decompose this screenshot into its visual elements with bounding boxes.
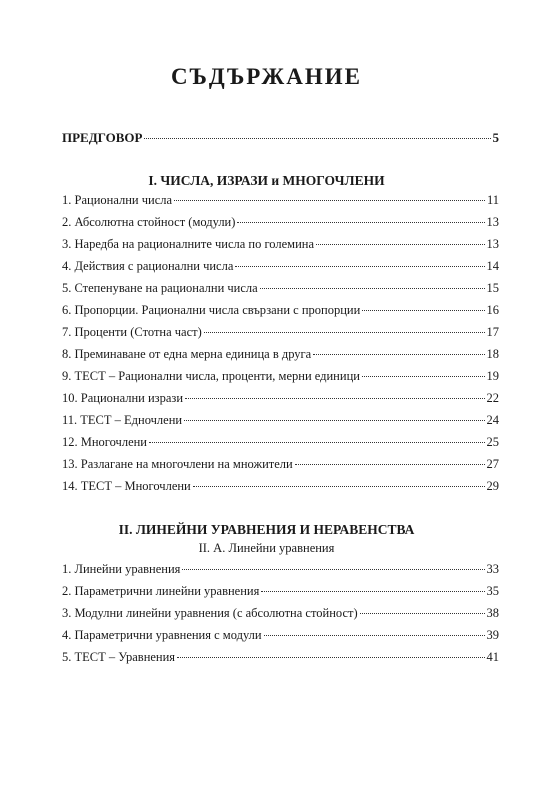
toc-entry (62, 562, 499, 578)
toc-entry (62, 303, 499, 319)
dot-leader (362, 310, 484, 311)
toc-entry-page: 11 (486, 193, 499, 207)
toc-entry-page: 39 (486, 628, 499, 642)
section-heading: I. ЧИСЛА, ИЗРАЗИ и МНОГОЧЛЕНИ (148, 173, 385, 188)
dot-leader (193, 486, 485, 487)
toc-entry (62, 347, 499, 363)
dot-leader (177, 657, 484, 658)
toc-entry-label: 5. ТЕСТ – Уравнения (62, 650, 176, 664)
dot-leader (360, 613, 485, 614)
toc-entry-label: ПРЕДГОВОР (62, 130, 143, 145)
toc-entry-label: 7. Проценти (Стотна част) (62, 325, 202, 339)
toc-entry-page: 5 (492, 130, 499, 145)
toc-entry-page: 41 (486, 650, 499, 664)
toc-entry-page: 16 (486, 303, 499, 317)
toc-entry (62, 215, 499, 231)
dot-leader (144, 138, 490, 139)
section-subheading: II. А. Линейни уравнения (198, 541, 335, 555)
toc-entry-preface (62, 130, 499, 146)
section-heading: II. ЛИНЕЙНИ УРАВНЕНИЯ И НЕРАВЕНСТВА (118, 522, 415, 537)
toc-entry-label: 3. Наредба на рационалните числа по големина (62, 237, 315, 251)
toc-entry-page: 22 (486, 391, 499, 405)
toc-entry-label: 1. Линейни уравнения (62, 562, 181, 576)
toc-entry-page: 33 (486, 562, 499, 576)
toc-entry (62, 413, 499, 429)
dot-leader (235, 266, 484, 267)
dot-leader (184, 420, 484, 421)
toc-entry-label: 13. Разлагане на многочлени на множители (62, 457, 293, 471)
toc-entry-label: 9. ТЕСТ – Рационални числа, проценти, мерни единици (62, 369, 360, 383)
toc-entry (62, 391, 499, 407)
dot-leader (149, 442, 485, 443)
toc-entry-label: 1. Рационални числа (62, 193, 173, 207)
page-title: СЪДЪРЖАНИЕ (170, 64, 363, 89)
toc-entry-label: 4. Действия с рационални числа (62, 259, 234, 273)
toc-entry-label: 14. ТЕСТ – Многочлени (62, 479, 191, 493)
toc-entry-label: 12. Многочлени (62, 435, 147, 449)
toc-entry-page: 27 (486, 457, 499, 471)
toc-entry (62, 435, 499, 451)
dot-leader (174, 200, 485, 201)
dot-leader (264, 635, 485, 636)
toc-entry (62, 479, 499, 495)
toc-entry-page: 13 (486, 237, 499, 251)
toc-entry-page: 13 (486, 215, 499, 229)
toc-entry-label: 2. Параметрични линейни уравнения (62, 584, 260, 598)
toc-entry-page: 19 (486, 369, 499, 383)
toc-entry-page: 17 (486, 325, 499, 339)
toc-entry-page: 24 (486, 413, 499, 427)
toc-entry-page: 18 (486, 347, 499, 361)
toc-entry (62, 628, 499, 644)
toc-entry (62, 584, 499, 600)
toc-entry (62, 259, 499, 275)
dot-leader (316, 244, 484, 245)
toc-entry-label: 2. Абсолютна стойност (модули) (62, 215, 236, 229)
dot-leader (237, 222, 484, 223)
toc-entry-label: 3. Модулни линейни уравнения (с абсолютна стойност) (62, 606, 358, 620)
toc-entry (62, 325, 499, 341)
dot-leader (313, 354, 484, 355)
toc-entry-label: 5. Степенуване на рационални числа (62, 281, 258, 295)
toc-entry-page: 14 (486, 259, 499, 273)
toc-entry-page: 15 (486, 281, 499, 295)
dot-leader (261, 591, 484, 592)
dot-leader (182, 569, 484, 570)
toc-entry-label: 6. Пропорции. Рационални числа свързани с пропорции (62, 303, 361, 317)
toc-entry-label: 4. Параметрични уравнения с модули (62, 628, 262, 642)
toc-entry-label: 11. ТЕСТ – Едночлени (62, 413, 183, 427)
dot-leader (204, 332, 485, 333)
toc-entry (62, 193, 499, 209)
toc-entry-label: 10. Рационални изрази (62, 391, 184, 405)
toc-entry (62, 606, 499, 622)
toc-entry (62, 281, 499, 297)
toc-entry-label: 8. Преминаване от една мерна единица в друга (62, 347, 312, 361)
toc-entry-page: 25 (486, 435, 499, 449)
dot-leader (362, 376, 485, 377)
toc-entry-page: 29 (486, 479, 499, 493)
toc-entry (62, 237, 499, 253)
toc-entry-page: 35 (486, 584, 499, 598)
toc-entry (62, 369, 499, 385)
dot-leader (295, 464, 485, 465)
dot-leader (260, 288, 485, 289)
dot-leader (185, 398, 484, 399)
toc-entry (62, 457, 499, 473)
toc-entry-page: 38 (486, 606, 499, 620)
toc-entry (62, 650, 499, 666)
